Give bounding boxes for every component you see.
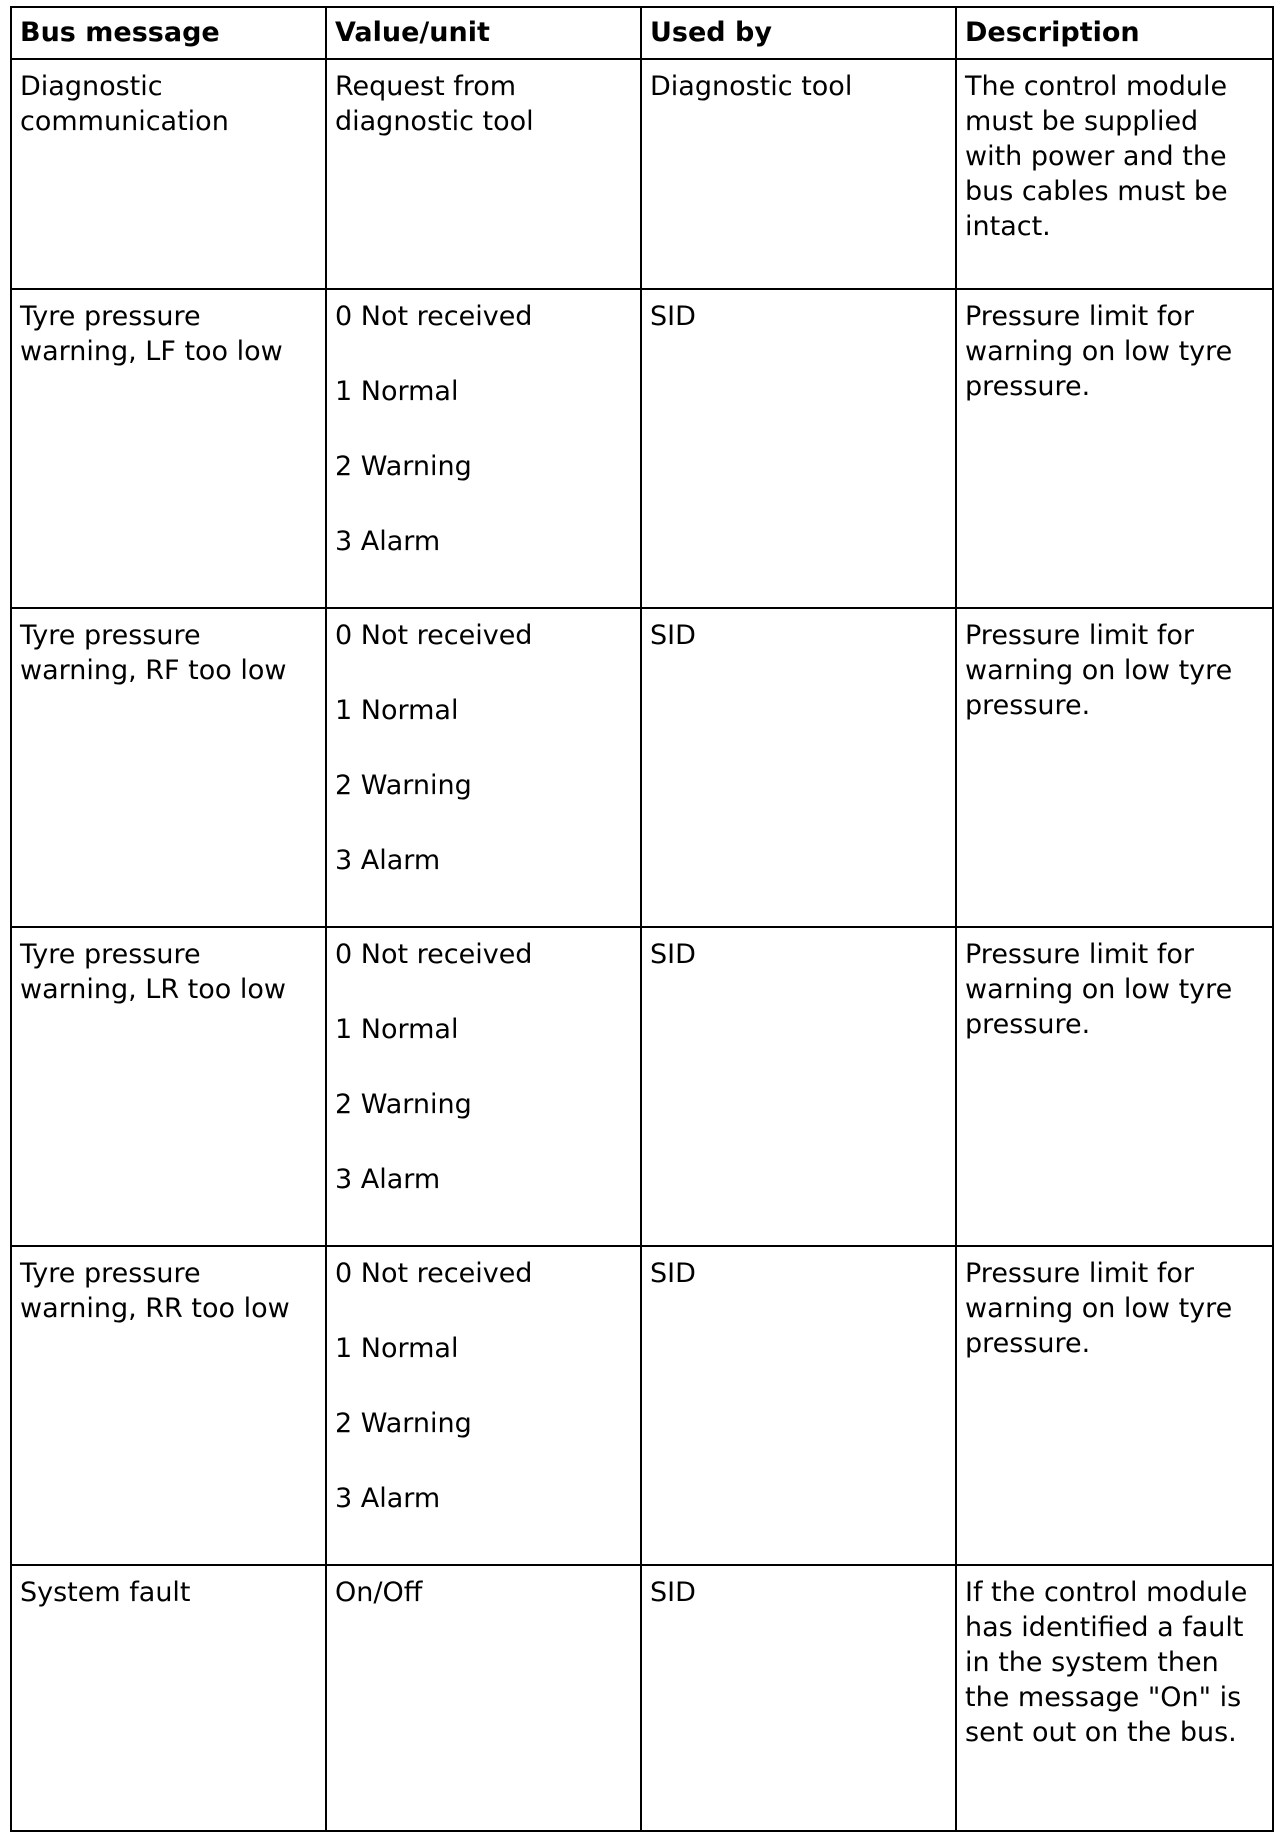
value-line: 3 Alarm (335, 845, 441, 876)
cell-used-by: Diagnostic tool (641, 59, 956, 289)
header-bus-message: Bus message (11, 7, 326, 59)
cell-used-by: SID (641, 927, 956, 1246)
value-line: 0 Not received (335, 620, 533, 651)
value-line: 1 Normal (335, 1014, 459, 1045)
cell-description: Pressure limit for warning on low tyre pressure. (956, 1246, 1273, 1565)
cell-used-by: SID (641, 1565, 956, 1831)
header-value-unit: Value/unit (326, 7, 641, 59)
value-line: 2 Warning (335, 770, 472, 801)
value-line: 1 Normal (335, 1333, 459, 1364)
value-line: 0 Not received (335, 939, 533, 970)
value-line: 0 Not received (335, 301, 533, 332)
cell-used-by: SID (641, 289, 956, 608)
header-description: Description (956, 7, 1273, 59)
value-line: 1 Normal (335, 695, 459, 726)
table-row (11, 1246, 1273, 1565)
cell-used-by: SID (641, 608, 956, 927)
cell-used-by: SID (641, 1246, 956, 1565)
cell-bus-message: Diagnostic communication (11, 59, 326, 289)
cell-value-unit (326, 59, 641, 289)
cell-description: Pressure limit for warning on low tyre pressure. (956, 608, 1273, 927)
value-line: 2 Warning (335, 451, 472, 482)
value-line: 3 Alarm (335, 526, 441, 557)
value-line: On/Off (335, 1577, 423, 1608)
cell-value-unit (326, 927, 641, 1246)
bus-message-table (10, 6, 1274, 1832)
cell-bus-message: Tyre pressure warning, RF too low (11, 608, 326, 927)
cell-description: The control module must be supplied with power and the bus cables must be intact. (956, 59, 1273, 289)
cell-value-unit (326, 289, 641, 608)
table-row (11, 608, 1273, 927)
cell-description: Pressure limit for warning on low tyre pressure. (956, 927, 1273, 1246)
value-line: 1 Normal (335, 376, 459, 407)
table-row (11, 59, 1273, 289)
table-row (11, 289, 1273, 608)
cell-description: Pressure limit for warning on low tyre pressure. (956, 289, 1273, 608)
value-line: 2 Warning (335, 1408, 472, 1439)
cell-bus-message: Tyre pressure warning, LF too low (11, 289, 326, 608)
value-line: 2 Warning (335, 1089, 472, 1120)
header-used-by: Used by (641, 7, 956, 59)
table-row (11, 927, 1273, 1246)
table-row (11, 1565, 1273, 1831)
cell-description: If the control module has identified a fault in the system then the message "On" is sent out on the bus. (956, 1565, 1273, 1831)
cell-value-unit (326, 1246, 641, 1565)
cell-bus-message: Tyre pressure warning, RR too low (11, 1246, 326, 1565)
value-line: 3 Alarm (335, 1164, 441, 1195)
cell-bus-message: System fault (11, 1565, 326, 1831)
cell-value-unit (326, 1565, 641, 1831)
table-header-row (11, 7, 1273, 59)
value-line: 3 Alarm (335, 1483, 441, 1514)
value-line: Request from diagnostic tool (335, 71, 534, 137)
cell-bus-message: Tyre pressure warning, LR too low (11, 927, 326, 1246)
cell-value-unit (326, 608, 641, 927)
value-line: 0 Not received (335, 1258, 533, 1289)
